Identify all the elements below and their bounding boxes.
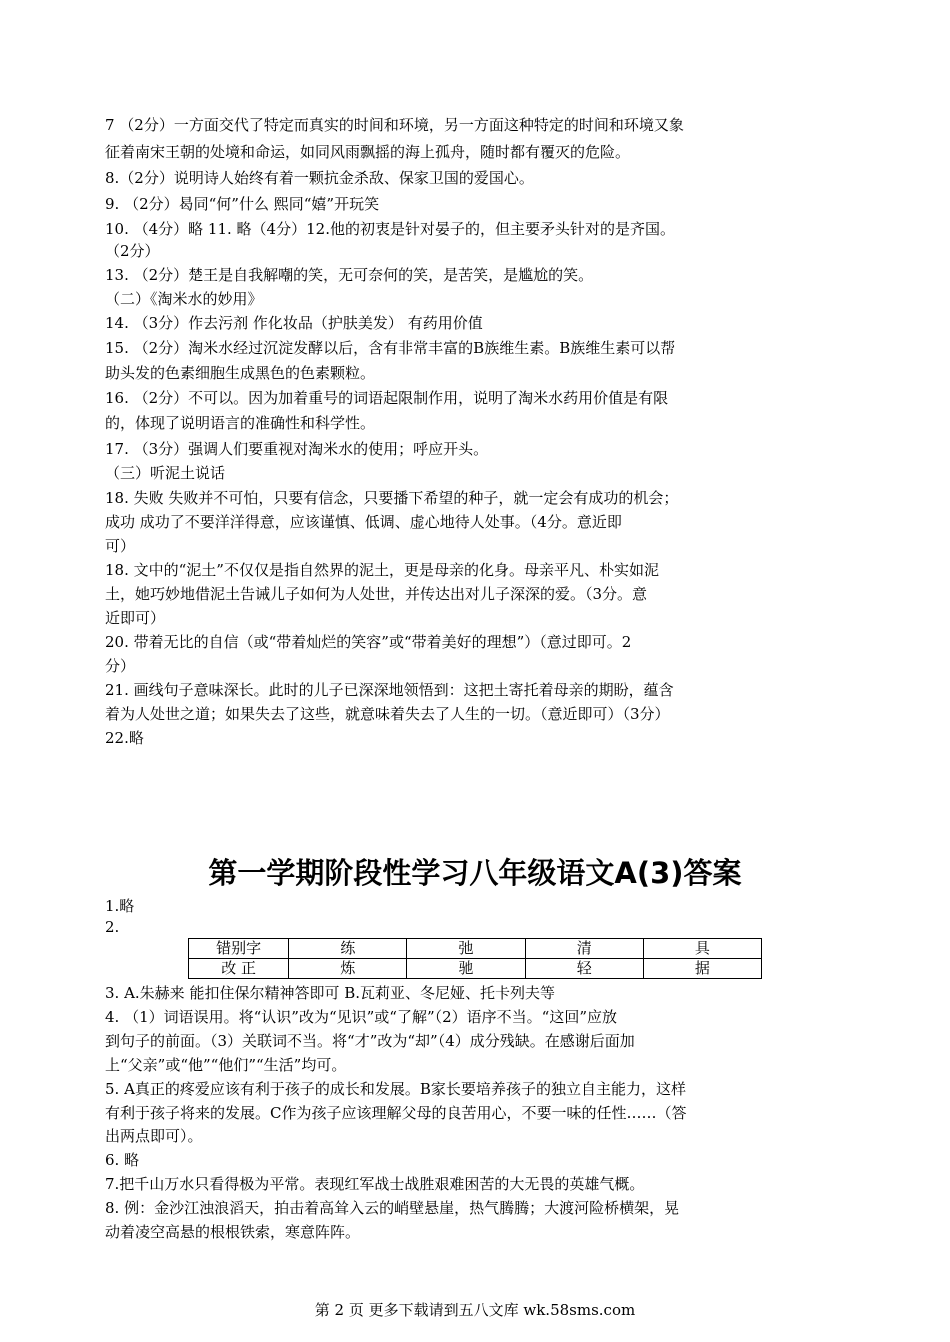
- answer-line: 3. A.朱赫来 能扣住保尔精神答即可 B.瓦莉亚、冬尼娅、托卡列夫等: [105, 984, 556, 1002]
- answer-line: 5. A真正的疼爱应该有利于孩子的成长和发展。B家长要培养孩子的独立自主能力，这样: [105, 1080, 686, 1098]
- answer-line: 9. （2分）曷同“何”什么 熙同“嬉”开玩笑: [105, 195, 380, 213]
- answer-line: 近即可）: [105, 609, 166, 627]
- answer-line: 18. 文中的“泥土”不仅仅是指自然界的泥土，更是母亲的化身。母亲平凡、朴实如泥: [105, 561, 659, 579]
- answer-line: 的，体现了说明语言的准确性和科学性。: [105, 414, 376, 432]
- answer-line: 8. 例：金沙江浊浪滔天，拍击着高耸入云的峭壁悬崖，热气腾腾；大渡河险桥横架，晃: [105, 1199, 680, 1217]
- table-cell: 弛: [407, 939, 525, 959]
- table-cell: 炼: [289, 959, 407, 979]
- answer-line: 14. （3分）作去污剂 作化妆品（护肤美发） 有药用价值: [105, 314, 483, 332]
- answer-line: 着为人处世之道；如果失去了这些，就意味着失去了人生的一切。（意近即可）（3分）: [105, 705, 670, 723]
- answer-line: 可）: [105, 537, 136, 555]
- answer-line: 21. 画线句子意味深长。此时的儿子已深深地领悟到：这把土寄托着母亲的期盼，蕴含: [105, 681, 674, 699]
- answer-line: 4. （1）词语误用。将“认识”改为“见识”或“了解”（2）语序不当。“这回”应放: [105, 1008, 618, 1026]
- answer-line: 18. 失败 失败并不可怕，只要有信念，只要播下希望的种子，就一定会有成功的机会；: [105, 489, 679, 507]
- correction-table: [188, 938, 762, 979]
- answer-line: 成功 成功了不要洋洋得意，应该谨慎、低调、虚心地待人处事。（4分。意近即: [105, 513, 622, 531]
- answer-line: 16. （2分）不可以。因为加着重号的词语起限制作用，说明了淘米水药用价值是有限: [105, 389, 669, 407]
- answer-line: 7 （2分）一方面交代了特定而真实的时间和环境，另一方面这种特定的时间和环境又象: [105, 116, 684, 134]
- page-footer: 第 2 页 更多下载请到五八文库 wk.58sms.com: [314, 1301, 636, 1319]
- section-heading: （二）《淘米水的妙用》: [105, 290, 263, 308]
- answer-line: 出两点即可）。: [105, 1127, 203, 1145]
- answer-line: 有利于孩子将来的发展。C作为孩子应该理解父母的良苦用心，不要一味的任性……（答: [105, 1104, 687, 1122]
- table-cell: 改 正: [189, 959, 289, 979]
- table-cell: 清: [525, 939, 643, 959]
- answer-line: 6. 略: [105, 1151, 140, 1169]
- table-cell: 轻: [525, 959, 643, 979]
- answer-line: 13. （2分）楚王是自我解嘲的笑，无可奈何的笑，是苦笑，是尴尬的笑。: [105, 266, 594, 284]
- answer-line: 22.略: [105, 729, 144, 747]
- section-heading: （三）听泥土说话: [105, 464, 226, 482]
- table-row: [189, 939, 762, 959]
- table-cell: 练: [289, 939, 407, 959]
- answer-line: 征着南宋王朝的处境和命运，如同风雨飘摇的海上孤舟，随时都有覆灭的危险。: [105, 143, 631, 161]
- answer-line: 7.把千山万水只看得极为平常。表现红军战士战胜艰难困苦的大无畏的英雄气概。: [105, 1175, 645, 1193]
- table-row: [189, 959, 762, 979]
- answer-line: 8.（2分）说明诗人始终有着一颗抗金杀敌、保家卫国的爱国心。: [105, 169, 534, 187]
- answer-line: 20. 带着无比的自信（或“带着灿烂的笑容”或“带着美好的理想”）（意过即可。2: [105, 633, 632, 651]
- answer-line: 2.: [105, 918, 120, 936]
- answer-line: 1.略: [105, 897, 135, 915]
- answer-line: 土，她巧妙地借泥土告诫儿子如何为人处世，并传达出对儿子深深的爱。（3分。意: [105, 585, 648, 603]
- answer-line: （2分）: [105, 242, 160, 260]
- table-cell: 错别字: [189, 939, 289, 959]
- answer-line: 动着凌空高悬的根根铁索，寒意阵阵。: [105, 1223, 361, 1241]
- table-cell: 据: [643, 959, 761, 979]
- answer-line: 10. （4分）略 11. 略（4分）12.他的初衷是针对晏子的，但主要矛头针对的是齐国。: [105, 220, 675, 238]
- table-cell: 具: [643, 939, 761, 959]
- answer-line: 助头发的色素细胞生成黑色的色素颗粒。: [105, 364, 376, 382]
- answer-line: 17. （3分）强调人们要重视对淘米水的使用；呼应开头。: [105, 440, 489, 458]
- answer-line: 上“父亲”或“他”“他们”“生活”均可。: [105, 1056, 347, 1074]
- table-cell: 驰: [407, 959, 525, 979]
- answer-line: 到句子的前面。（3）关联词不当。将“才”改为“却”（4）成分残缺。在感谢后面加: [105, 1032, 635, 1050]
- answer-line: 15. （2分）淘米水经过沉淀发酵以后，含有非常丰富的B族维生素。B族维生素可以帮: [105, 339, 676, 357]
- page-title: 第一学期阶段性学习八年级语文A(3)答案: [208, 856, 742, 890]
- answer-line: 分）: [105, 657, 136, 675]
